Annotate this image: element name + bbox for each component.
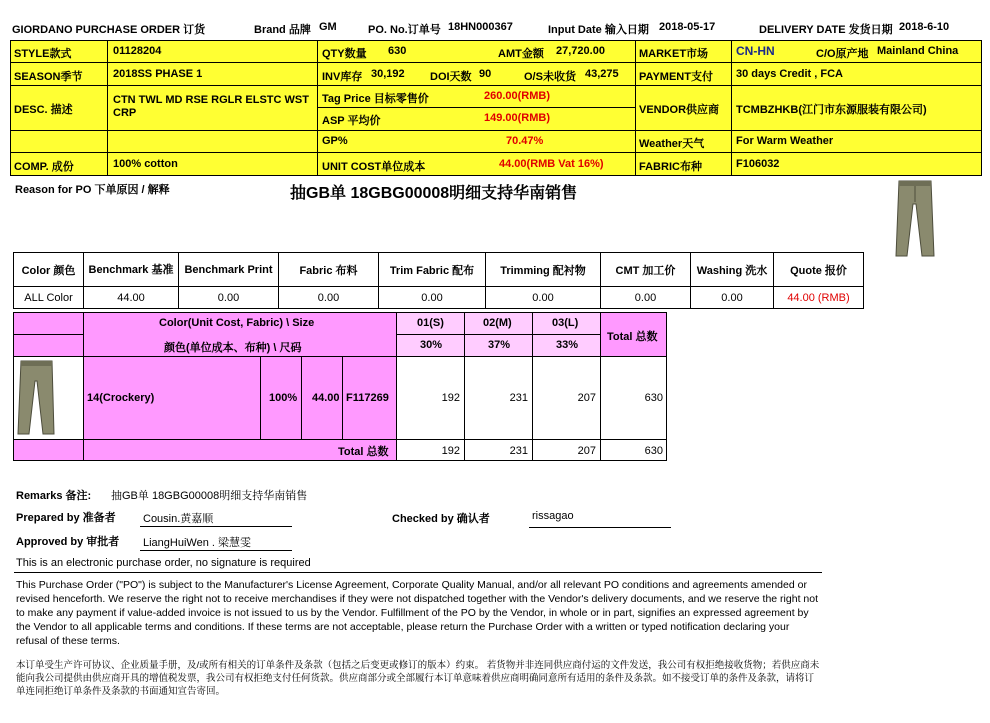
fabric-label: FABRIC布种 [639,161,702,173]
qty-cell: 192 [441,392,460,404]
style-label: STYLE款式 [14,48,72,60]
approved-by-value: LiangHuiWen . 梁慧雯 [143,537,252,549]
cost-header: Benchmark 基准 [84,253,179,287]
outstanding-label: O/S未收货 [524,71,576,83]
cost-header: Benchmark Print [179,253,279,287]
delivery-date: 2018-6-10 [899,21,950,33]
delivery-date-label: DELIVERY DATE 发货日期 [759,24,893,36]
po-number-label: PO. No.订单号 [368,24,441,36]
color-fabric: F117269 [346,392,389,404]
input-date: 2018-05-17 [659,21,716,33]
grand-total-label: Total 总数 [338,446,389,458]
color-name: 14(Crockery) [87,392,155,404]
total-cell: 630 [644,445,663,457]
cost-header: Color 颜色 [14,253,84,287]
unit-cost-value: 44.00(RMB Vat 16%) [499,158,604,170]
fabric-value: F106032 [736,158,780,170]
cost-cell: 44.00 [84,287,179,309]
remarks-text: 抽GB单 18GBG00008明细支持华南销售 [111,490,308,502]
qty-cell: 231 [509,392,528,404]
reason-label: Reason for PO 下单原因 / 解释 [15,184,170,196]
inventory-value: 30,192 [371,68,405,80]
composition-value: 100% cotton [113,158,178,170]
composition-label: COMP. 成份 [14,161,74,173]
desc-value: CTN TWL MD RSE RGLR ELSTC WST CRP [113,94,309,119]
outstanding-value: 43,275 [585,68,619,80]
unit-cost-label: UNIT COST单位成本 [322,161,426,173]
gp-value: 70.47% [506,135,544,147]
origin-label: C/O原产地 [816,48,869,60]
cost-cell: ALL Color [14,287,84,309]
color-swatch-image [16,359,56,437]
asp-value: 149.00(RMB) [484,112,551,124]
market-label: MARKET市场 [639,48,709,60]
desc-label: DESC. 描述 [14,104,73,116]
market-value: CN-HN [736,44,775,58]
amount-label: AMT金额 [498,48,544,60]
weather-label: Weather天气 [639,138,705,150]
weather-value: For Warm Weather [736,135,834,147]
inventory-label: INV库存 [322,71,363,83]
vendor-value: TCMBZHKB(江门市东源服装有限公司) [736,104,927,116]
matrix-header-zh: 颜色(单位成本、布种) \ 尺码 [164,342,302,354]
brand-label: Brand 品牌 [254,24,311,36]
cost-header: Trimming 配衬物 [486,253,601,287]
total-cell: 192 [441,445,460,457]
origin-value: Mainland China [877,45,959,57]
cost-table [13,252,864,309]
size-label: 03(L) [552,317,579,329]
gp-label: GP% [322,135,348,147]
cost-header: Trim Fabric 配布 [379,253,486,287]
payment-value: 30 days Credit , FCA [736,68,843,80]
qty-total: 630 [644,392,663,404]
brand-value: GM [319,21,337,33]
approved-by-label: Approved by 审批者 [16,536,120,548]
po-number: 18HN000367 [448,21,513,33]
cost-quote: 44.00 (RMB) [774,287,864,309]
order-info-grid [10,40,982,176]
cost-cell: 0.00 [379,287,486,309]
size-ratio: 37% [488,339,511,351]
prepared-by-label: Prepared by 准备者 [16,512,116,524]
total-cell: 231 [509,445,528,457]
total-header: Total 总数 [607,331,658,343]
asp-label: ASP 平均价 [322,115,381,127]
cost-header: Quote 报价 [774,253,864,287]
season-label: SEASON季节 [14,71,83,83]
size-ratio: 33% [556,339,579,351]
size-ratio: 30% [420,339,443,351]
cost-cell: 0.00 [601,287,691,309]
vendor-label: VENDOR供应商 [639,104,720,116]
cost-header: CMT 加工价 [601,253,691,287]
cost-header: Washing 洗水 [691,253,774,287]
cost-header: Fabric 布料 [279,253,379,287]
qty-cell: 207 [577,392,596,404]
doi-label: DOI天数 [430,71,472,83]
color-unit-cost: 44.00 [312,392,340,404]
color-percent: 100% [269,392,298,404]
prepared-by-value: Cousin.黄嘉顺 [143,513,214,525]
size-label: 02(M) [483,317,512,329]
qty-label: QTY数量 [322,48,367,60]
size-matrix [13,312,667,461]
reason-text: 抽GB单 18GBG00008明细支持华南销售 [290,185,578,202]
size-label: 01(S) [417,317,444,329]
cost-cell: 0.00 [691,287,774,309]
remarks-label: Remarks 备注: [16,490,92,502]
style-value: 01128204 [113,45,162,57]
product-image [893,178,937,260]
season-value: 2018SS PHASE 1 [113,68,203,80]
total-cell: 207 [577,445,596,457]
cost-cell: 0.00 [486,287,601,309]
payment-label: PAYMENT支付 [639,71,713,83]
cost-cell: 0.00 [279,287,379,309]
tag-price-label: Tag Price 目标零售价 [322,93,429,105]
matrix-header-en: Color(Unit Cost, Fabric) \ Size [159,317,315,329]
input-date-label: Input Date 输入日期 [548,24,649,36]
terms-chinese: 本订单受生产许可协议、企业质量手册，及/或所有相关的订单条件及条款（包括之后变更或修订的版本）约束。 若货物并非连同供应商付运的文件发送，我公司有权拒绝接收货物；若供应商未能向我公司提供由供应商开具的增值税发票，我公司有权拒绝支付任何货款。供应商部分或全部履行本订单意味着供应商明确同意所有适用的条件及条款。如不接受订单的条件及条款，请将订单连同拒绝订单条件及条款的书面通知宣告寄回。 [16,660,820,697]
doi-value: 90 [479,68,492,80]
po-title: GIORDANO PURCHASE ORDER 订货 [12,24,206,36]
terms-english: This Purchase Order ("PO") is subject to the Manufacturer's License Agreement, Corporate Quality Manual, and/or all relevant PO conditions and agreements amended or revised henceforth. We reserve the right not to receive merchandises if they were not dispatched together with the Vendor's delivery documents, and we reserve the right not to make any payment if value-added invoice is not issued to us by the Vendor. Fulfillment of the PO by the Vendor, in whole or in part, signifies an expressed agreement by the Vendor to all applicable terms and conditions. If these terms are not acceptable, please return the Purchase Order with a written or typed notification declaring your refusal of these terms. [16,579,818,647]
qty-value: 630 [388,45,407,57]
amount-value: 27,720.00 [556,45,605,57]
tag-price-value: 260.00(RMB) [484,90,551,102]
electronic-note: This is an electronic purchase order, no signature is required [16,557,311,569]
checked-by-value: rissagao [532,510,574,522]
checked-by-label: Checked by 确认者 [392,513,490,525]
cost-cell: 0.00 [179,287,279,309]
